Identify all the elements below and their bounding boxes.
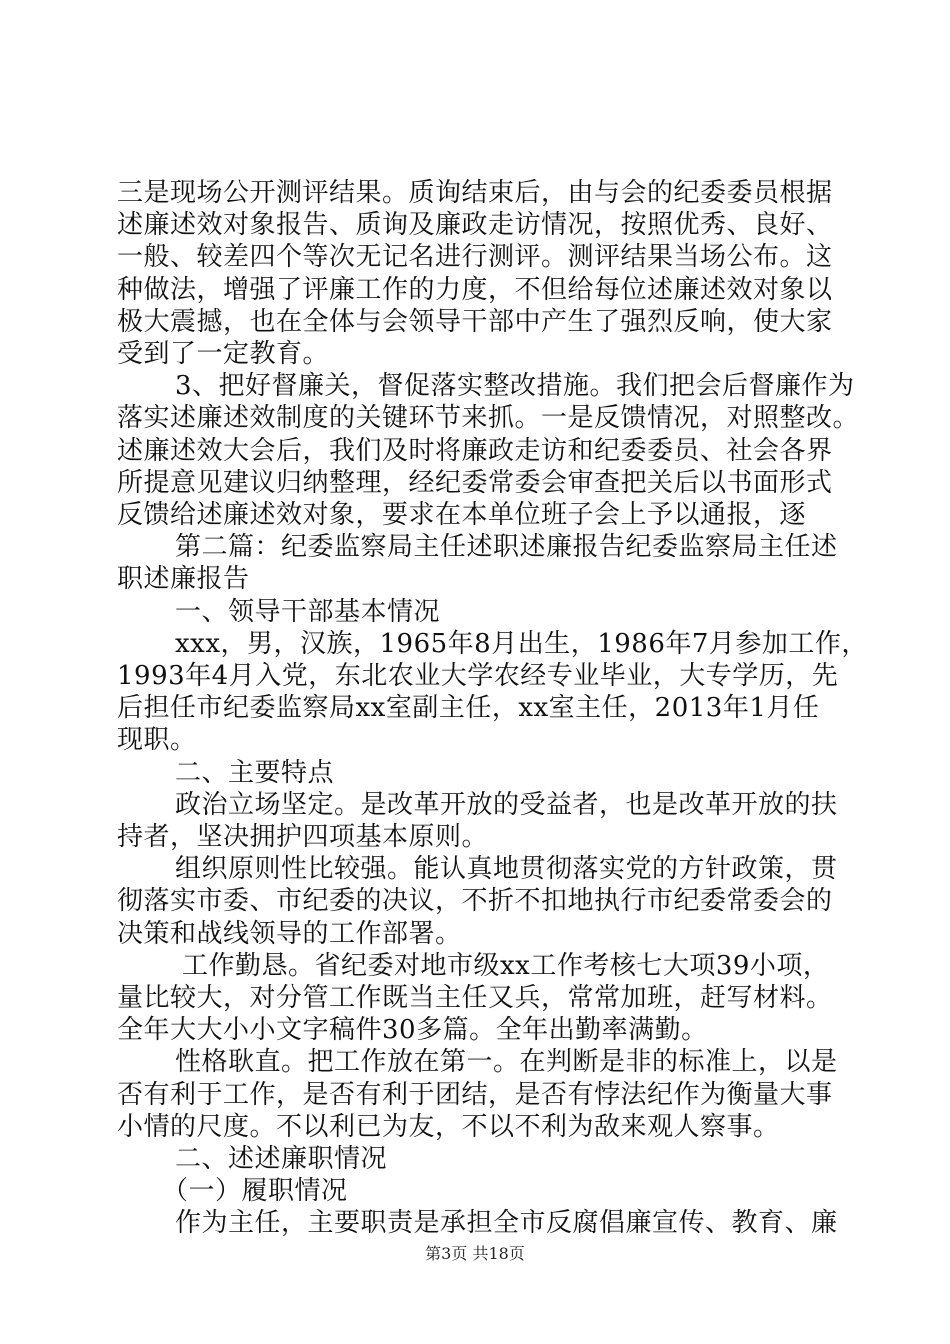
body-text-line: 彻落实市委、市纪委的决议，不折不扣地执行市纪委常委会的 (117, 886, 833, 917)
body-text-line: xxx，男，汉族，1965年8月出生，1986年7月参加工作， (175, 628, 868, 659)
subheading: 二、主要特点 (175, 757, 335, 788)
body-text-line: 性格耿直。把工作放在第一。在判断是非的标准上，以是 (175, 1047, 838, 1078)
body-text-line: 落实述廉述效制度的关键环节来抓。一是反馈情况，对照整改。 (117, 403, 860, 434)
body-text-line: 所提意见建议归纳整理，经纪委常委会审查把关后以书面形式 (117, 467, 833, 498)
body-text-line: 反馈给述廉述效对象，要求在本单位班子会上予以通报，逐 (117, 500, 807, 530)
body-text-line: 决策和战线领导的工作部署。 (117, 918, 462, 949)
body-text-line: 否有利于工作，是否有利于团结，是否有悖法纪作为衡量大事 (117, 1079, 833, 1110)
body-text-line: 全年大大小小文字稿件30多篇。全年出勤率满勤。 (117, 1015, 708, 1046)
body-text-line: 述廉述效大会后，我们及时将廉政走访和纪委委员、社会各界 (117, 435, 833, 466)
body-text-line: 组织原则性比较强。能认真地贯彻落实党的方针政策，贯 (175, 854, 838, 885)
body-text-line: 3、把好督廉关，督促落实整改措施。我们把会后督廉作为 (175, 371, 855, 402)
body-text-line: 持者，坚决拥护四项基本原则。 (117, 822, 489, 852)
body-text-line: 小情的尺度。不以利已为友，不以不利为敌来观人察事。 (117, 1111, 780, 1142)
body-text-line: 1993年4月入党，东北农业大学农经专业毕业，大专学历，先 (117, 661, 839, 691)
body-text-line: 种做法，增强了评廉工作的力度，不但给每位述廉述效对象以 (117, 274, 833, 305)
body-text-line: 述廉述效对象报告、质询及廉政走访情况，按照优秀、良好、 (117, 210, 833, 241)
body-text-line: 工作勤恳。省纪委对地市级xx工作考核七大项39小项， (182, 950, 830, 981)
body-text-line: 极大震撼，也在全体与会领导干部中产生了强烈反响，使大家 (117, 306, 833, 337)
section-heading: 职述廉报告 (117, 564, 250, 595)
subheading: （一）履职情况 (162, 1176, 348, 1207)
body-text-line: 受到了一定教育。 (117, 339, 330, 369)
body-text-line: 一般、较差四个等次无记名进行测评。测评结果当场公布。这 (117, 242, 833, 273)
page-number-footer: 第3页 共18页 (425, 1244, 525, 1263)
body-text-line: 三是现场公开测评结果。质询结束后，由与会的纪委委员根据 (117, 178, 833, 208)
body-text-line: 政治立场坚定。是改革开放的受益者，也是改革开放的扶 (175, 789, 838, 820)
body-text-line: 现职。 (117, 725, 197, 756)
subheading: 一、领导干部基本情况 (175, 596, 441, 627)
body-text-line: 量比较大，对分管工作既当主任又兵，常常加班，赶写材料。 (117, 983, 833, 1013)
body-text-line: 后担任市纪委监察局xx室副主任，xx室主任，2013年1月任 (117, 693, 820, 724)
body-text-line: 作为主任，主要职责是承担全市反腐倡廉宣传、教育、廉 (175, 1208, 838, 1239)
subheading: 二、述述廉职情况 (175, 1144, 388, 1174)
section-heading: 第二篇：纪委监察局主任述职述廉报告纪委监察局主任述 (175, 532, 838, 563)
